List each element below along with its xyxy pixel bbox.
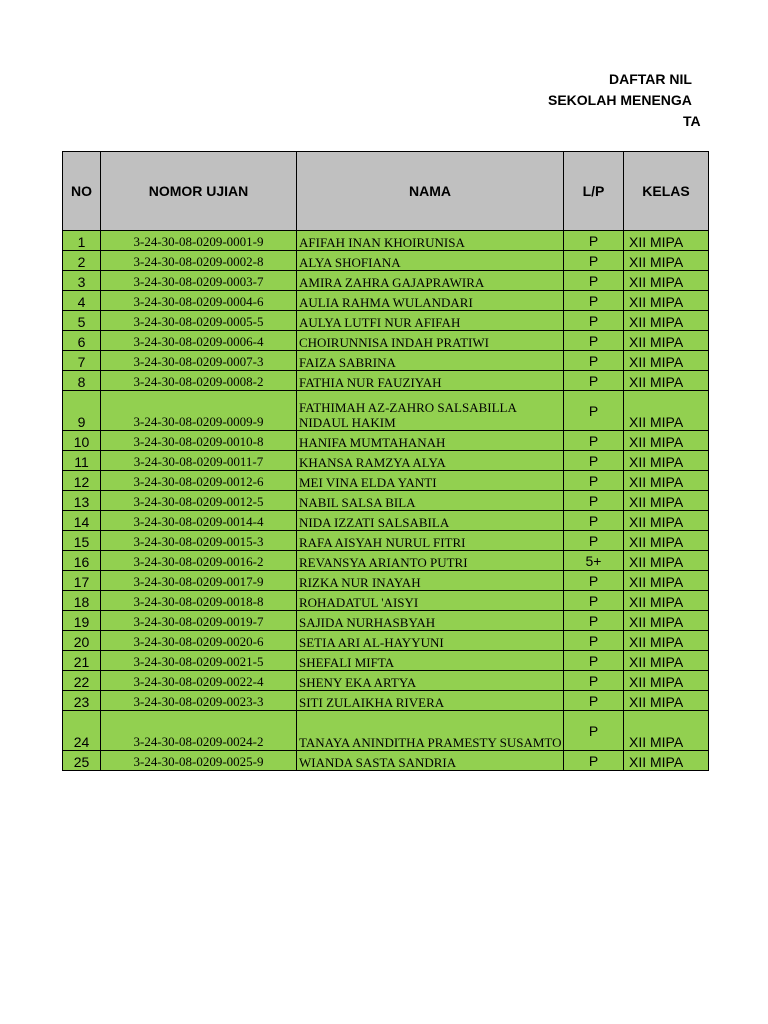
school-name: SEKOLAH MENENGA xyxy=(548,92,692,108)
cell-nomor-ujian: 3-24-30-08-0209-0004-6 xyxy=(101,291,297,311)
cell-nomor-ujian: 3-24-30-08-0209-0025-9 xyxy=(101,751,297,771)
cell-kelas: XII MIPA xyxy=(624,611,709,631)
cell-nomor-ujian: 3-24-30-08-0209-0003-7 xyxy=(101,271,297,291)
cell-no: 14 xyxy=(63,511,101,531)
cell-no: 1 xyxy=(63,231,101,251)
cell-nama: WIANDA SASTA SANDRIA xyxy=(297,751,564,771)
cell-kelas: XII MIPA xyxy=(624,311,709,331)
cell-no: 5 xyxy=(63,311,101,331)
cell-lp: P xyxy=(564,391,624,431)
cell-nama: FATHIMAH AZ-ZAHRO SALSABILLA NIDAUL HAKIM xyxy=(297,391,564,431)
academic-year: TA xyxy=(683,113,701,129)
cell-lp: P xyxy=(564,251,624,271)
table-row xyxy=(63,491,709,511)
cell-nomor-ujian: 3-24-30-08-0209-0010-8 xyxy=(101,431,297,451)
cell-kelas: XII MIPA xyxy=(624,491,709,511)
column-header-no: NO xyxy=(63,152,101,231)
cell-nama: SITI ZULAIKHA RIVERA xyxy=(297,691,564,711)
cell-nama: SHENY EKA ARTYA xyxy=(297,671,564,691)
column-header-nomor-ujian: NOMOR UJIAN xyxy=(101,152,297,231)
table-row xyxy=(63,651,709,671)
cell-kelas: XII MIPA xyxy=(624,451,709,471)
cell-nomor-ujian: 3-24-30-08-0209-0019-7 xyxy=(101,611,297,631)
cell-no: 20 xyxy=(63,631,101,651)
cell-nama: MEI VINA ELDA YANTI xyxy=(297,471,564,491)
cell-lp: P xyxy=(564,571,624,591)
cell-nama: NIDA IZZATI SALSABILA xyxy=(297,511,564,531)
cell-lp: P xyxy=(564,291,624,311)
table-row xyxy=(63,611,709,631)
cell-kelas: XII MIPA xyxy=(624,751,709,771)
table-row xyxy=(63,511,709,531)
cell-no: 22 xyxy=(63,671,101,691)
cell-kelas: XII MIPA xyxy=(624,291,709,311)
cell-nama: AULIA RAHMA WULANDARI xyxy=(297,291,564,311)
cell-no: 18 xyxy=(63,591,101,611)
table-row xyxy=(63,751,709,771)
cell-no: 6 xyxy=(63,331,101,351)
cell-nama: CHOIRUNNISA INDAH PRATIWI xyxy=(297,331,564,351)
table-row xyxy=(63,671,709,691)
column-header-nama: NAMA xyxy=(297,152,564,231)
cell-nomor-ujian: 3-24-30-08-0209-0014-4 xyxy=(101,511,297,531)
cell-no: 16 xyxy=(63,551,101,571)
cell-lp: P xyxy=(564,471,624,491)
cell-nomor-ujian: 3-24-30-08-0209-0007-3 xyxy=(101,351,297,371)
document-title: DAFTAR NIL xyxy=(609,71,692,87)
cell-no: 21 xyxy=(63,651,101,671)
table-row xyxy=(63,291,709,311)
column-header-kelas: KELAS xyxy=(624,152,709,231)
cell-nomor-ujian: 3-24-30-08-0209-0002-8 xyxy=(101,251,297,271)
cell-lp: P xyxy=(564,231,624,251)
cell-nama: HANIFA MUMTAHANAH xyxy=(297,431,564,451)
cell-nomor-ujian: 3-24-30-08-0209-0011-7 xyxy=(101,451,297,471)
table-row xyxy=(63,571,709,591)
table-row xyxy=(63,591,709,611)
cell-no: 24 xyxy=(63,711,101,751)
table-row xyxy=(63,311,709,331)
cell-lp: P xyxy=(564,351,624,371)
cell-nama: SHEFALI MIFTA xyxy=(297,651,564,671)
table-row xyxy=(63,631,709,651)
cell-no: 11 xyxy=(63,451,101,471)
cell-lp: P xyxy=(564,511,624,531)
cell-kelas: XII MIPA xyxy=(624,631,709,651)
cell-nama: AMIRA ZAHRA GAJAPRAWIRA xyxy=(297,271,564,291)
cell-lp: P xyxy=(564,611,624,631)
cell-lp: P xyxy=(564,751,624,771)
cell-no: 4 xyxy=(63,291,101,311)
cell-nomor-ujian: 3-24-30-08-0209-0018-8 xyxy=(101,591,297,611)
cell-nomor-ujian: 3-24-30-08-0209-0012-6 xyxy=(101,471,297,491)
cell-no: 7 xyxy=(63,351,101,371)
cell-kelas: XII MIPA xyxy=(624,551,709,571)
table-row xyxy=(63,711,709,751)
cell-nomor-ujian: 3-24-30-08-0209-0015-3 xyxy=(101,531,297,551)
cell-kelas: XII MIPA xyxy=(624,711,709,751)
cell-no: 10 xyxy=(63,431,101,451)
cell-lp: P xyxy=(564,531,624,551)
cell-nomor-ujian: 3-24-30-08-0209-0012-5 xyxy=(101,491,297,511)
cell-nomor-ujian: 3-24-30-08-0209-0016-2 xyxy=(101,551,297,571)
cell-kelas: XII MIPA xyxy=(624,471,709,491)
cell-nama: ALYA SHOFIANA xyxy=(297,251,564,271)
cell-lp: P xyxy=(564,451,624,471)
cell-lp: 5+ xyxy=(564,551,624,571)
table-row xyxy=(63,531,709,551)
cell-nama: AULYA LUTFI NUR AFIFAH xyxy=(297,311,564,331)
cell-lp: P xyxy=(564,591,624,611)
cell-kelas: XII MIPA xyxy=(624,231,709,251)
cell-nama: SAJIDA NURHASBYAH xyxy=(297,611,564,631)
cell-lp: P xyxy=(564,651,624,671)
cell-nomor-ujian: 3-24-30-08-0209-0021-5 xyxy=(101,651,297,671)
cell-nama: ROHADATUL 'AISYI xyxy=(297,591,564,611)
cell-lp: P xyxy=(564,631,624,651)
column-header-lp: L/P xyxy=(564,152,624,231)
cell-nomor-ujian: 3-24-30-08-0209-0023-3 xyxy=(101,691,297,711)
table-row xyxy=(63,391,709,431)
table-row xyxy=(63,551,709,571)
cell-lp: P xyxy=(564,271,624,291)
cell-no: 3 xyxy=(63,271,101,291)
cell-nomor-ujian: 3-24-30-08-0209-0006-4 xyxy=(101,331,297,351)
cell-no: 12 xyxy=(63,471,101,491)
cell-lp: P xyxy=(564,311,624,331)
student-table xyxy=(62,151,709,771)
table-row xyxy=(63,451,709,471)
cell-nama: RIZKA NUR INAYAH xyxy=(297,571,564,591)
cell-no: 15 xyxy=(63,531,101,551)
cell-kelas: XII MIPA xyxy=(624,331,709,351)
cell-kelas: XII MIPA xyxy=(624,251,709,271)
cell-nama: AFIFAH INAN KHOIRUNISA xyxy=(297,231,564,251)
cell-no: 2 xyxy=(63,251,101,271)
cell-lp: P xyxy=(564,371,624,391)
table-row xyxy=(63,691,709,711)
cell-kelas: XII MIPA xyxy=(624,351,709,371)
table-row xyxy=(63,231,709,251)
cell-kelas: XII MIPA xyxy=(624,691,709,711)
table-row xyxy=(63,331,709,351)
cell-nomor-ujian: 3-24-30-08-0209-0001-9 xyxy=(101,231,297,251)
cell-lp: P xyxy=(564,331,624,351)
cell-no: 19 xyxy=(63,611,101,631)
cell-nama: NABIL SALSA BILA xyxy=(297,491,564,511)
table-header-row xyxy=(63,152,709,231)
cell-lp: P xyxy=(564,711,624,751)
cell-nomor-ujian: 3-24-30-08-0209-0008-2 xyxy=(101,371,297,391)
table-row xyxy=(63,251,709,271)
cell-no: 17 xyxy=(63,571,101,591)
cell-kelas: XII MIPA xyxy=(624,651,709,671)
cell-nomor-ujian: 3-24-30-08-0209-0017-9 xyxy=(101,571,297,591)
cell-no: 23 xyxy=(63,691,101,711)
cell-kelas: XII MIPA xyxy=(624,371,709,391)
cell-lp: P xyxy=(564,431,624,451)
table-body xyxy=(63,231,709,771)
cell-kelas: XII MIPA xyxy=(624,671,709,691)
cell-nomor-ujian: 3-24-30-08-0209-0022-4 xyxy=(101,671,297,691)
cell-nama: TANAYA ANINDITHA PRAMESTY SUSAMTO xyxy=(297,711,564,751)
cell-no: 8 xyxy=(63,371,101,391)
table-row xyxy=(63,351,709,371)
cell-no: 25 xyxy=(63,751,101,771)
cell-nama: RAFA AISYAH NURUL FITRI xyxy=(297,531,564,551)
student-table-container xyxy=(62,151,698,771)
cell-kelas: XII MIPA xyxy=(624,431,709,451)
cell-kelas: XII MIPA xyxy=(624,531,709,551)
cell-nama: FATHIA NUR FAUZIYAH xyxy=(297,371,564,391)
cell-kelas: XII MIPA xyxy=(624,591,709,611)
cell-kelas: XII MIPA xyxy=(624,571,709,591)
cell-lp: P xyxy=(564,491,624,511)
cell-nomor-ujian: 3-24-30-08-0209-0009-9 xyxy=(101,391,297,431)
cell-nomor-ujian: 3-24-30-08-0209-0005-5 xyxy=(101,311,297,331)
cell-kelas: XII MIPA xyxy=(624,511,709,531)
cell-no: 13 xyxy=(63,491,101,511)
table-row xyxy=(63,471,709,491)
cell-lp: P xyxy=(564,691,624,711)
cell-nama: SETIA ARI AL-HAYYUNI xyxy=(297,631,564,651)
cell-kelas: XII MIPA xyxy=(624,391,709,431)
cell-no: 9 xyxy=(63,391,101,431)
cell-nama: KHANSA RAMZYA ALYA xyxy=(297,451,564,471)
cell-nomor-ujian: 3-24-30-08-0209-0024-2 xyxy=(101,711,297,751)
cell-nomor-ujian: 3-24-30-08-0209-0020-6 xyxy=(101,631,297,651)
cell-kelas: XII MIPA xyxy=(624,271,709,291)
table-row xyxy=(63,431,709,451)
cell-nama: FAIZA SABRINA xyxy=(297,351,564,371)
table-row xyxy=(63,371,709,391)
table-row xyxy=(63,271,709,291)
cell-nama: REVANSYA ARIANTO PUTRI xyxy=(297,551,564,571)
cell-lp: P xyxy=(564,671,624,691)
